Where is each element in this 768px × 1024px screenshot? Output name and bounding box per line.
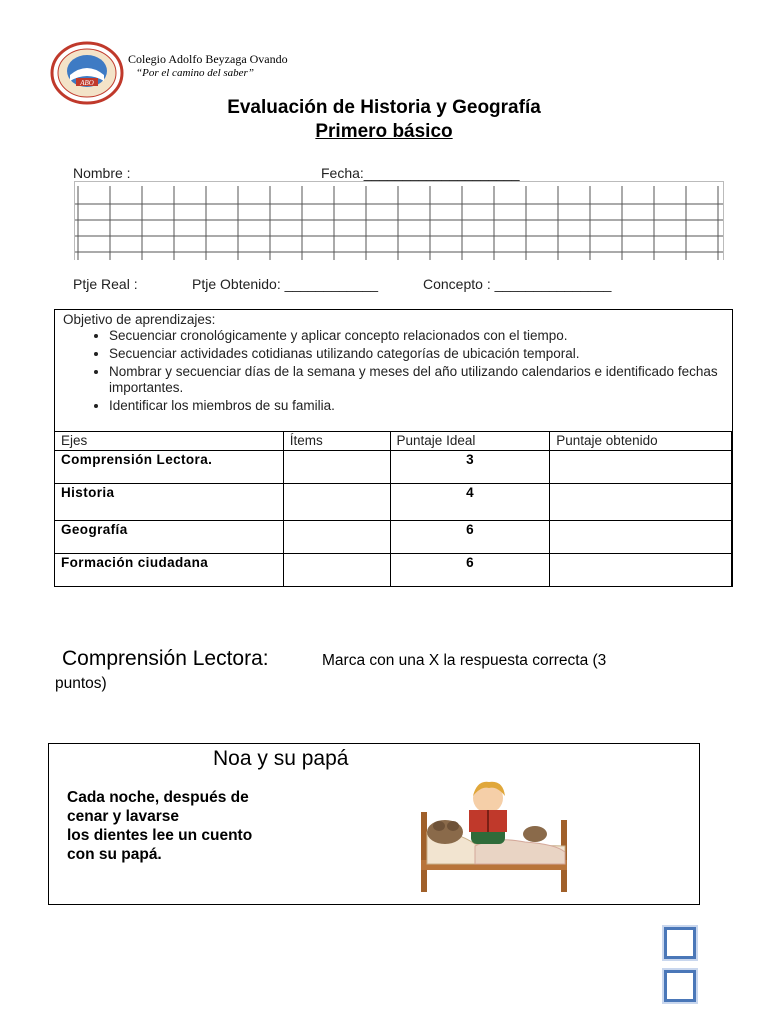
story-line: con su papá.: [67, 846, 162, 863]
axes-table: [54, 431, 732, 587]
table-row: [55, 484, 732, 521]
table-header-row: [55, 432, 732, 451]
section-heading: Comprensión Lectora:: [62, 647, 269, 670]
table-row: [55, 451, 732, 484]
logo-text: ABO: [80, 79, 94, 87]
section-instruction-cont: puntos): [55, 675, 107, 692]
objectives-title: Objetivo de aprendizajes:: [63, 312, 216, 327]
ideal-score: 3: [390, 451, 550, 484]
child-reading-illustration: [415, 772, 575, 900]
name-label: Nombre :: [73, 165, 131, 181]
ideal-score: 6: [390, 521, 550, 554]
axis-name: Formación ciudadana: [55, 554, 284, 587]
section-instruction: Marca con una X la respuesta correcta (3: [322, 652, 607, 669]
column-header: Puntaje obtenido: [550, 432, 732, 451]
concept-label: Concepto : _______________: [423, 276, 612, 292]
school-motto: “Por el camino del saber”: [136, 67, 254, 79]
ideal-score: 4: [390, 484, 550, 521]
objective-item: • Nombrar y secuenciar días de la semana y meses del año utilizando calendarios e identificado fechas importantes.: [109, 364, 768, 396]
obtained-score-cell[interactable]: [550, 521, 732, 554]
column-header: Ítems: [283, 432, 390, 451]
axis-name: Geografía: [55, 521, 284, 554]
obtained-score-cell[interactable]: [550, 451, 732, 484]
rubric-box: [54, 309, 733, 587]
story-box: [48, 743, 700, 905]
obtained-score-cell[interactable]: [550, 554, 732, 587]
story-line: Cada noche, después de: [67, 789, 249, 806]
story-line: cenar y lavarse: [67, 808, 180, 825]
table-row: [55, 554, 732, 587]
school-name: Colegio Adolfo Beyzaga Ovando: [128, 52, 288, 66]
answer-checkbox[interactable]: [664, 970, 696, 1002]
school-logo: [50, 41, 124, 105]
objectives-list: [63, 328, 768, 416]
real-score-label: Ptje Real :: [73, 276, 138, 292]
page-subtitle: Primero básico: [315, 121, 453, 142]
answer-checkbox[interactable]: [664, 927, 696, 959]
column-header: Ejes: [55, 432, 284, 451]
axis-name: Comprensión Lectora.: [55, 451, 284, 484]
story-text: [67, 788, 297, 864]
ideal-score: 6: [390, 554, 550, 587]
table-row: [55, 521, 732, 554]
items-cell[interactable]: [283, 484, 390, 521]
handwriting-grid[interactable]: [74, 181, 724, 260]
obtained-score-cell[interactable]: [550, 484, 732, 521]
column-header: Puntaje Ideal: [390, 432, 550, 451]
items-cell[interactable]: [283, 521, 390, 554]
obtained-score-label: Ptje Obtenido: ____________: [192, 276, 379, 292]
objective-item: • Secuenciar actividades cotidianas utilizando categorías de ubicación temporal.: [109, 346, 768, 362]
date-label: Fecha:____________________: [321, 165, 520, 181]
axis-name: Historia: [55, 484, 284, 521]
items-cell[interactable]: [283, 554, 390, 587]
story-line: los dientes lee un cuento: [67, 827, 253, 844]
objective-item: • Secuenciar cronológicamente y aplicar concepto relacionados con el tiempo.: [109, 328, 768, 344]
items-cell[interactable]: [283, 451, 390, 484]
story-title: Noa y su papá: [213, 747, 349, 770]
page-title: Evaluación de Historia y Geografía: [227, 97, 541, 118]
objective-item: • Identificar los miembros de su familia.: [109, 398, 768, 414]
